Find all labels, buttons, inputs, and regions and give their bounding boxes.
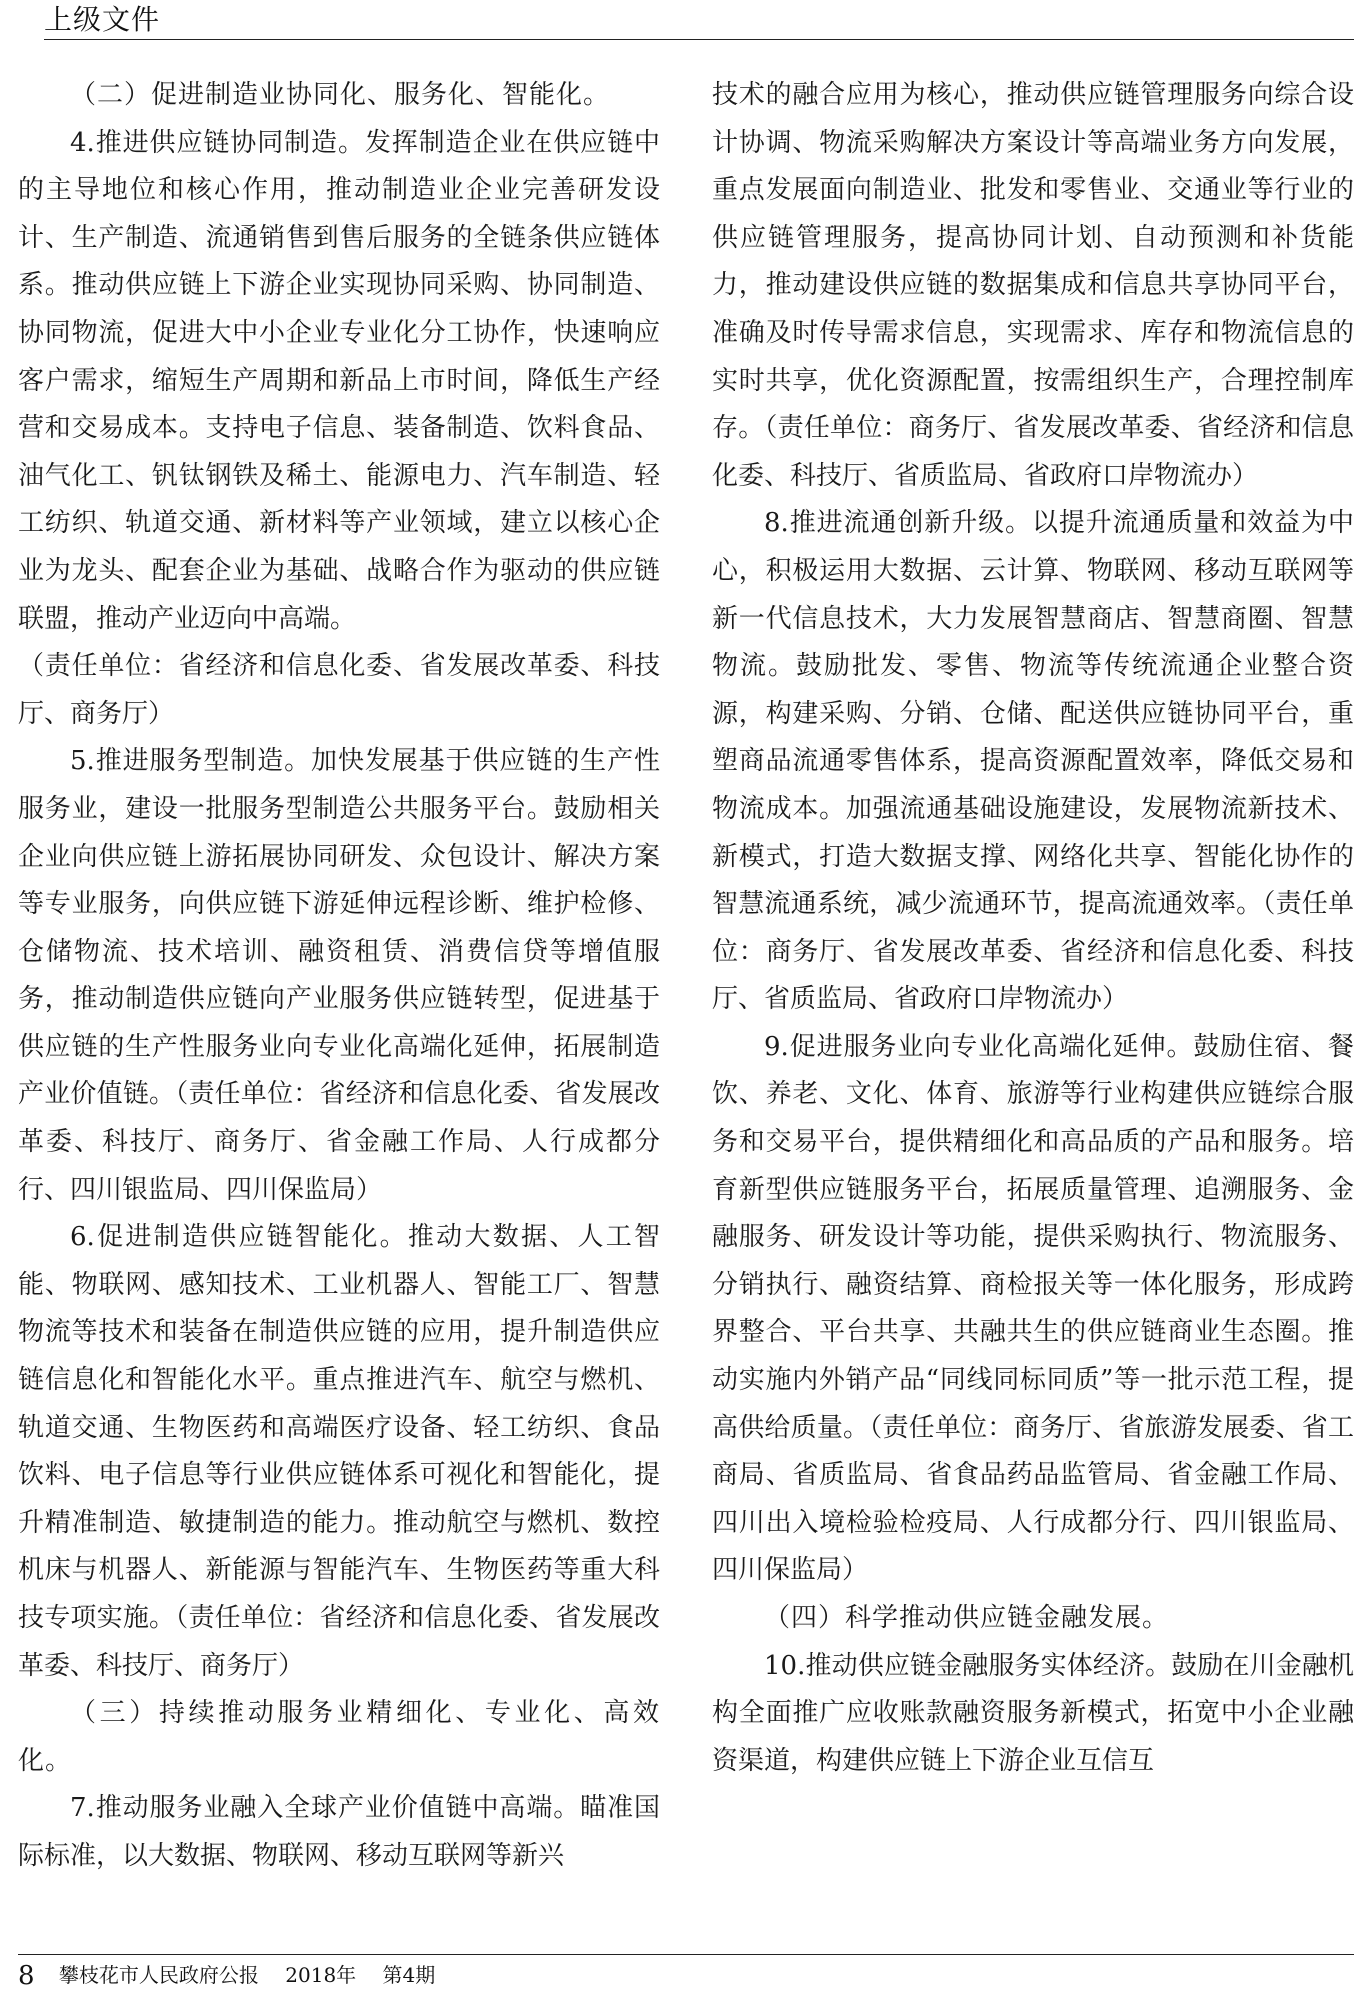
paragraph-continuation: 技术的融合应用为核心，推动供应链管理服务向综合设计协调、物流采购解决方案设计等高端业务方向发展，重点发展面向制造业、批发和零售业、交通业等行业的供应链管理服务，提高协同计划、自动预测和补货能力，推动建设供应链的数据集成和信息共享协同平台，准确及时传导需求信息，实现需求、库存和物流信息的实时共享，优化资源配置，按需组织生产，合理控制库存。（责任单位：商务厅、省发展改革委、省经济和信息化委、科技厅、省质监局、省政府口岸物流办） [712, 80, 1354, 491]
paragraph-item-10: 10.推动供应链金融服务实体经济。鼓励在川金融机构全面推广应收账款融资服务新模式，拓宽中小企业融资渠道，构建供应链上下游企业互信互 [712, 1650, 1354, 1776]
section-heading: （三）持续推动服务业精细化、专业化、高效化。 [18, 1698, 660, 1776]
responsibility-note: （责任单位：省经济和信息化委、省发展改革委、科技厅、商务厅） [18, 651, 660, 729]
page-number: 8 [18, 1961, 35, 1991]
paragraph-item-7: 7.推动服务业融入全球产业价值链中高端。瞄准国际标准，以大数据、物联网、移动互联网等新兴 [18, 1793, 660, 1871]
paragraph-item-6: 6.促进制造供应链智能化。推动大数据、人工智能、物联网、感知技术、工业机器人、智能工厂、智慧物流等技术和装备在制造供应链的应用，提升制造供应链信息化和智能化水平。重点推进汽车、航空与燃机、轨道交通、生物医药和高端医疗设备、轻工纺织、食品饮料、电子信息等行业供应链体系可视化和智能化，提升精准制造、敏捷制造的能力。推动航空与燃机、数控机床与机器人、新能源与智能汽车、生物医药等重大科技专项实施。（责任单位：省经济和信息化委、省发展改革委、科技厅、商务厅） [18, 1222, 660, 1681]
left-column [18, 72, 660, 1881]
right-column [712, 72, 1354, 1785]
footer-divider [18, 1954, 1354, 1955]
header-divider [44, 39, 1354, 40]
issue-number: 第4期 [382, 1963, 436, 1987]
page-footer [18, 1960, 435, 1991]
publication-year: 2018年 [285, 1963, 357, 1987]
journal-name: 攀枝花市人民政府公报 [58, 1963, 259, 1987]
section-heading: （四）科学推动供应链金融发展。 [764, 1603, 1170, 1633]
paragraph-item-8: 8.推进流通创新升级。以提升流通质量和效益为中心，积极运用大数据、云计算、物联网、移动互联网等新一代信息技术，大力发展智慧商店、智慧商圈、智慧物流。鼓励批发、零售、物流等传统流通企业整合资源，构建采购、分销、仓储、配送供应链协同平台，重塑商品流通零售体系，提高资源配置效率，降低交易和物流成本。加强流通基础设施建设，发展物流新技术、新模式，打造大数据支撑、网络化共享、智能化协作的智慧流通系统，减少流通环节，提高流通效率。（责任单位：商务厅、省发展改革委、省经济和信息化委、科技厅、省质监局、省政府口岸物流办） [712, 508, 1354, 1015]
paragraph-item-4: 4.推进供应链协同制造。发挥制造企业在供应链中的主导地位和核心作用，推动制造业企业完善研发设计、生产制造、流通销售到售后服务的全链条供应链体系。推动供应链上下游企业实现协同采购、协同制造、协同物流，促进大中小企业专业化分工协作，快速响应客户需求，缩短生产周期和新品上市时间，降低生产经营和交易成本。支持电子信息、装备制造、饮料食品、油气化工、钒钛钢铁及稀土、能源电力、汽车制造、轻工纺织、轨道交通、新材料等产业领域，建立以核心企业为龙头、配套企业为基础、战略合作为驱动的供应链联盟，推动产业迈向中高端。 [18, 127, 660, 634]
paragraph-item-5: 5.推进服务型制造。加快发展基于供应链的生产性服务业，建设一批服务型制造公共服务平台。鼓励相关企业向供应链上游拓展协同研发、众包设计、解决方案等专业服务，向供应链下游延伸远程诊断、维护检修、仓储物流、技术培训、融资租赁、消费信贷等增值服务，推动制造供应链向产业服务供应链转型，促进基于供应链的生产性服务业向专业化高端化延伸，拓展制造产业价值链。（责任单位：省经济和信息化委、省发展改革委、科技厅、商务厅、省金融工作局、人行成都分行、四川银监局、四川保监局） [18, 746, 660, 1205]
section-heading: （二）促进制造业协同化、服务化、智能化。 [70, 80, 611, 110]
paragraph-item-9: 9.促进服务业向专业化高端化延伸。鼓励住宿、餐饮、养老、文化、体育、旅游等行业构建供应链综合服务和交易平台，提供精细化和高品质的产品和服务。培育新型供应链服务平台，拓展质量管理、追溯服务、金融服务、研发设计等功能，提供采购执行、物流服务、分销执行、融资结算、商检报关等一体化服务，形成跨界整合、平台共享、共融共生的供应链商业生态圈。推动实施内外销产品“同线同标同质”等一批示范工程，提高供给质量。（责任单位：商务厅、省旅游发展委、省工商局、省质监局、省食品药品监管局、省金融工作局、四川出入境检验检疫局、人行成都分行、四川银监局、四川保监局） [712, 1031, 1354, 1586]
section-header-title: 上级文件 [44, 3, 161, 36]
